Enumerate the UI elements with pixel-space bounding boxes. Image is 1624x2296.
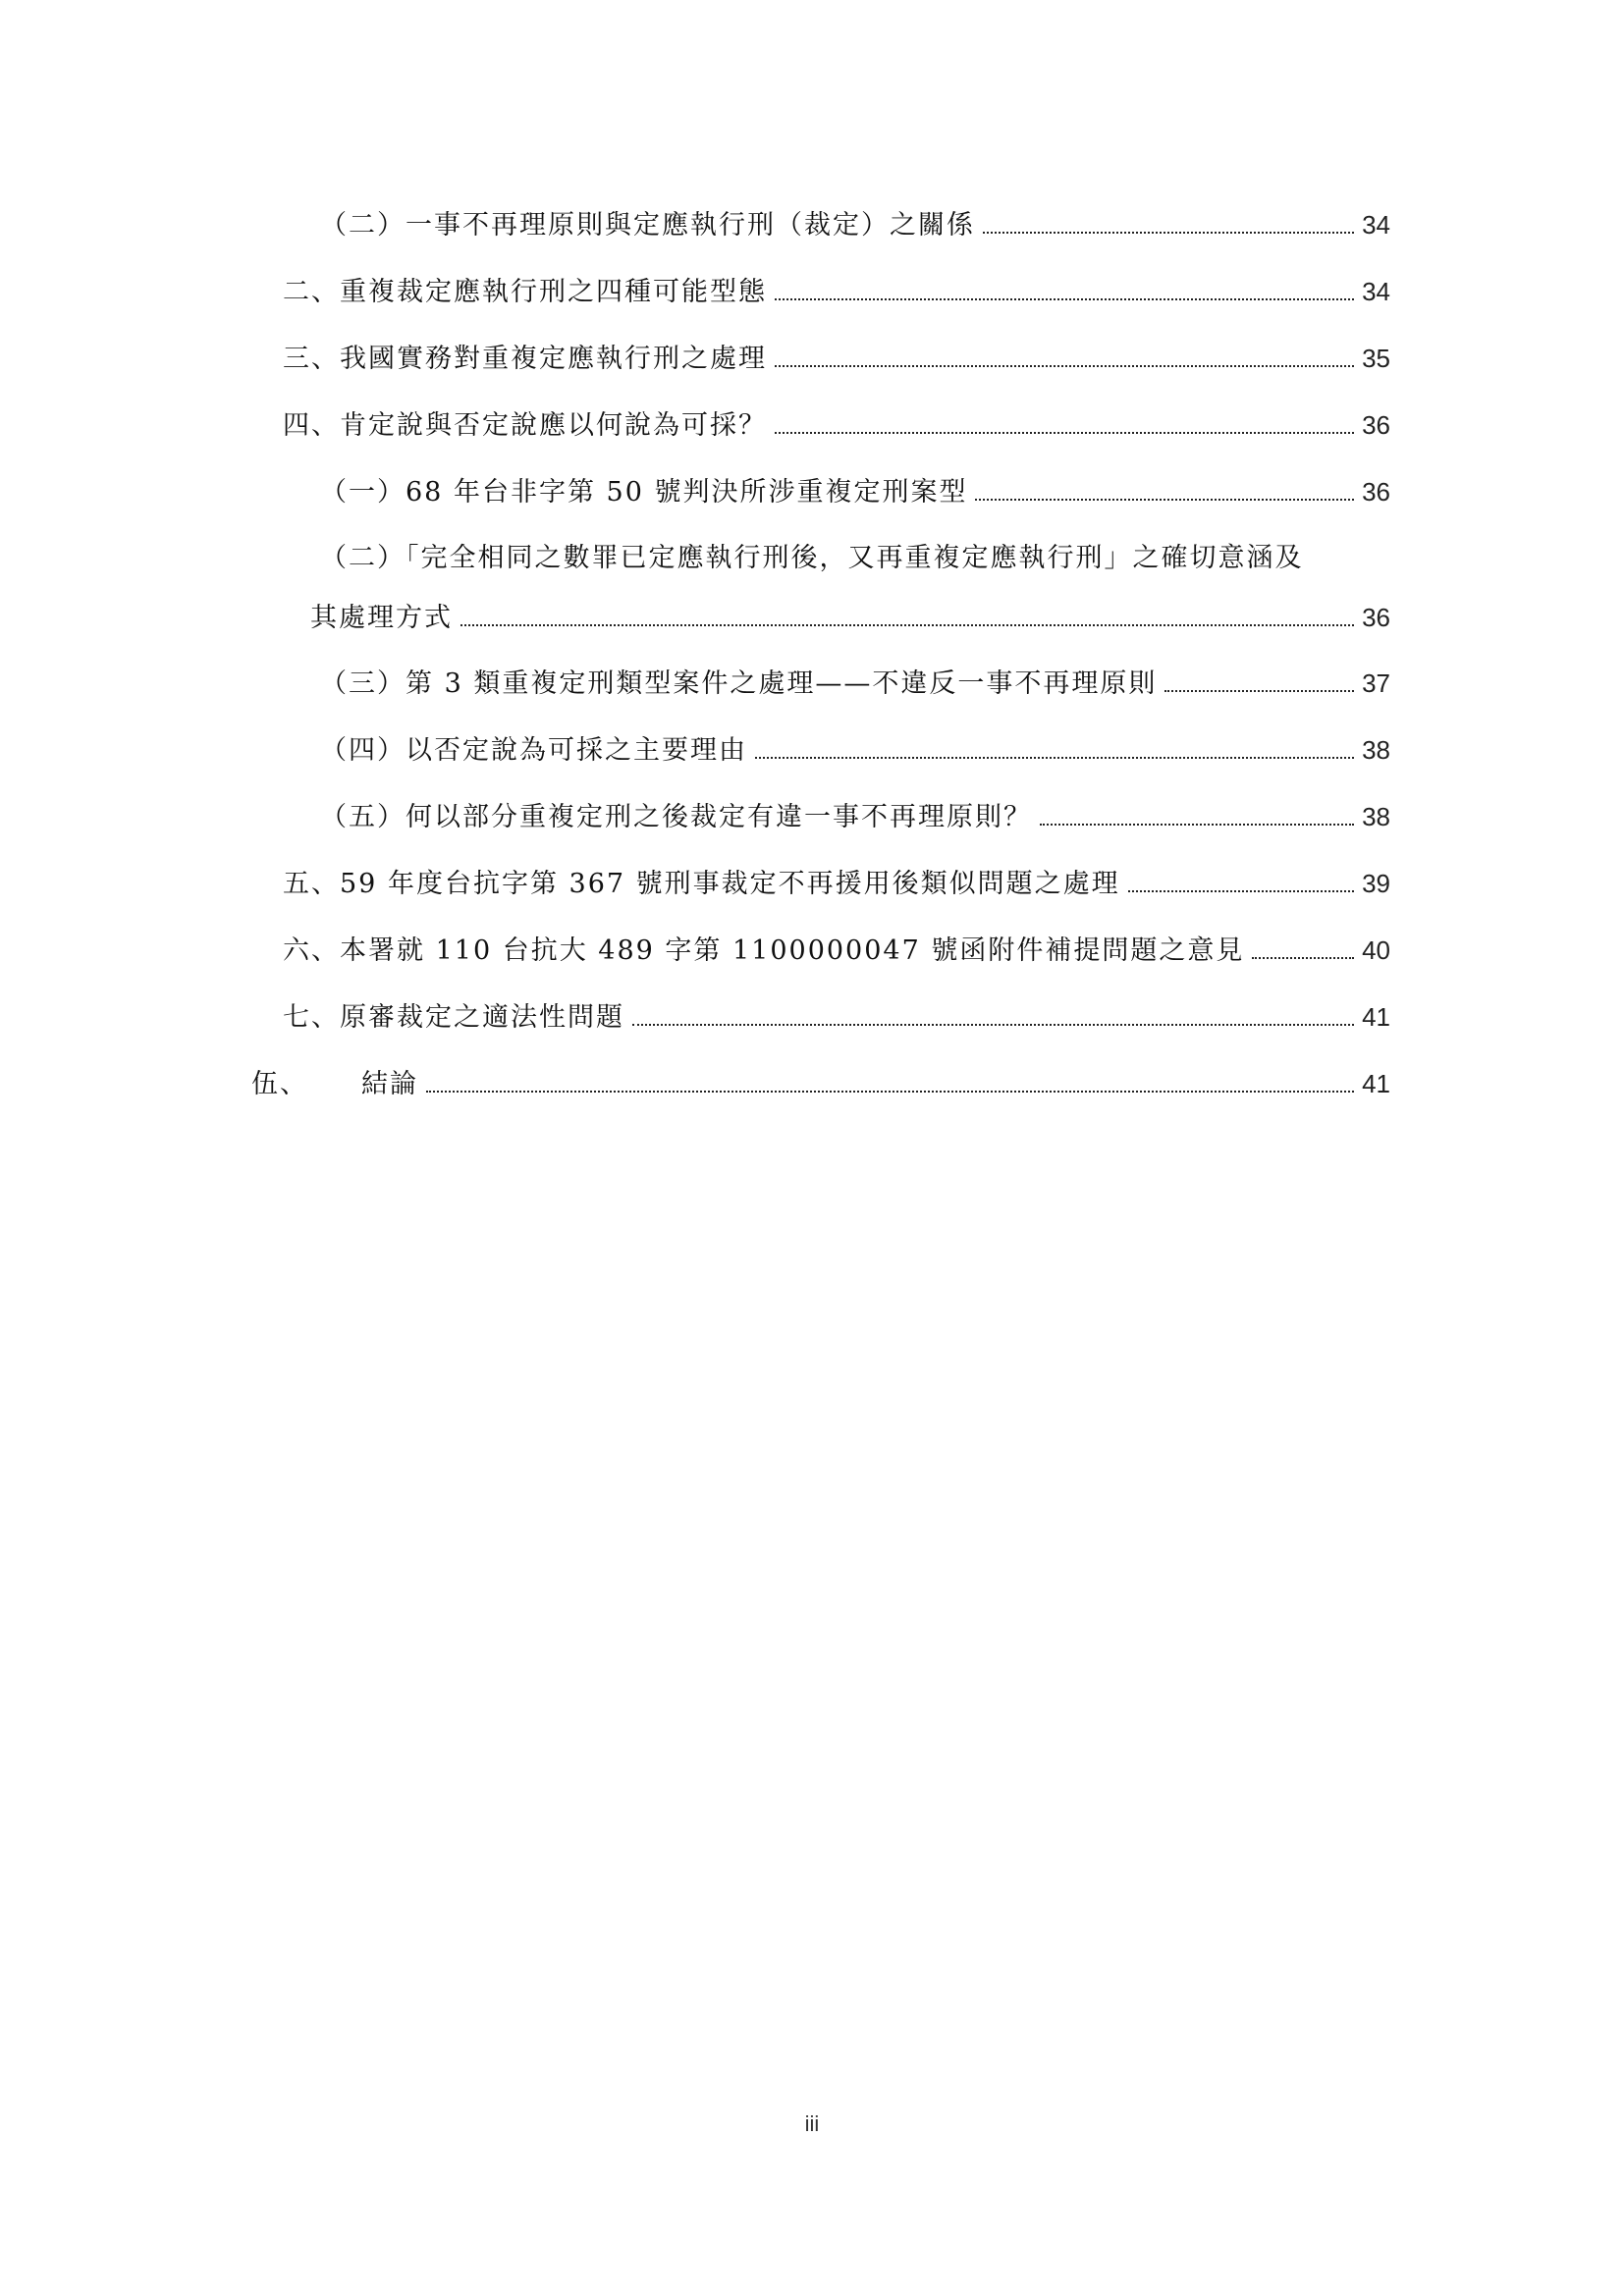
dot-leader bbox=[632, 1024, 1354, 1026]
dot-leader bbox=[775, 432, 1354, 434]
toc-entry[interactable] bbox=[283, 275, 1390, 309]
toc-entry-page: 36 bbox=[1362, 410, 1390, 440]
toc-entry[interactable] bbox=[320, 733, 1390, 768]
toc-entry[interactable] bbox=[283, 934, 1390, 968]
toc-entry-page: 40 bbox=[1362, 935, 1390, 965]
toc-entry[interactable] bbox=[283, 1000, 1390, 1035]
toc-entry[interactable] bbox=[320, 800, 1390, 834]
toc-entry-label: 二、重複裁定應執行刑之四種可能型態 bbox=[283, 277, 767, 307]
page-number: iii bbox=[804, 2111, 820, 2136]
toc-entry-page: 41 bbox=[1362, 1002, 1390, 1032]
toc-entry-label: 五、59 年度台抗字第 367 號刑事裁定不再援用後類似問題之處理 bbox=[283, 869, 1120, 899]
toc-entry-label: 三、我國實務對重複定應執行刑之處理 bbox=[283, 344, 767, 374]
toc-entry-label: （五）何以部分重複定刑之後裁定有違一事不再理原則？ bbox=[320, 802, 1032, 832]
toc-entry-label: 結論 bbox=[361, 1069, 418, 1099]
dot-leader bbox=[775, 298, 1354, 300]
toc-entry[interactable] bbox=[251, 1067, 1390, 1101]
toc-entry[interactable] bbox=[283, 342, 1390, 376]
toc-entry[interactable] bbox=[320, 475, 1390, 509]
toc-entry-page: 34 bbox=[1362, 277, 1390, 306]
toc-entry[interactable] bbox=[283, 408, 1390, 443]
dot-leader bbox=[983, 232, 1354, 234]
toc-entry-label-line1: （二）「完全相同之數罪已定應執行刑後，又再重複定應執行刑」之確切意涵及 bbox=[320, 543, 1304, 573]
toc-entry-page: 38 bbox=[1362, 735, 1390, 765]
dot-leader bbox=[426, 1091, 1354, 1093]
dot-leader bbox=[975, 499, 1354, 501]
dot-leader bbox=[1040, 824, 1354, 826]
toc-entry-label: （三）第 3 類重複定刑類型案件之處理——不違反一事不再理原則 bbox=[320, 668, 1158, 699]
dot-leader bbox=[460, 624, 1354, 626]
toc-entry-label: （二）一事不再理原則與定應執行刑（裁定）之關係 bbox=[320, 210, 975, 240]
toc-entry-page: 38 bbox=[1362, 802, 1390, 831]
toc-entry-page: 36 bbox=[1362, 477, 1390, 507]
toc-entry-page: 34 bbox=[1362, 210, 1390, 240]
toc-entry-page: 39 bbox=[1362, 869, 1390, 898]
toc-entry[interactable] bbox=[283, 867, 1390, 901]
dot-leader bbox=[1128, 890, 1354, 892]
toc-entry-number: 伍、 bbox=[251, 1069, 308, 1099]
toc-entry-label-line2: 其處理方式 bbox=[310, 603, 453, 633]
toc-entry-label: 七、原審裁定之適法性問題 bbox=[283, 1002, 624, 1033]
toc-entry-page: 36 bbox=[1362, 603, 1390, 632]
toc-entry-page: 41 bbox=[1362, 1069, 1390, 1098]
toc-entry-label: （一）68 年台非字第 50 號判決所涉重複定刑案型 bbox=[320, 477, 968, 507]
toc-entry-label: 四、肯定說與否定說應以何說為可採？ bbox=[283, 410, 767, 441]
toc-entry[interactable] bbox=[310, 542, 1390, 635]
dot-leader bbox=[755, 757, 1354, 759]
dot-leader bbox=[1252, 957, 1354, 959]
toc-entry[interactable] bbox=[320, 667, 1390, 701]
toc-entry-page: 37 bbox=[1362, 668, 1390, 698]
dot-leader bbox=[1164, 690, 1354, 692]
toc-entry[interactable] bbox=[320, 208, 1390, 242]
toc-entry-page: 35 bbox=[1362, 344, 1390, 373]
toc-entry-label: 六、本署就 110 台抗大 489 字第 1100000047 號函附件補提問題之意見 bbox=[283, 935, 1245, 966]
dot-leader bbox=[775, 365, 1354, 367]
toc-entry-label: （四）以否定說為可採之主要理由 bbox=[320, 735, 747, 766]
